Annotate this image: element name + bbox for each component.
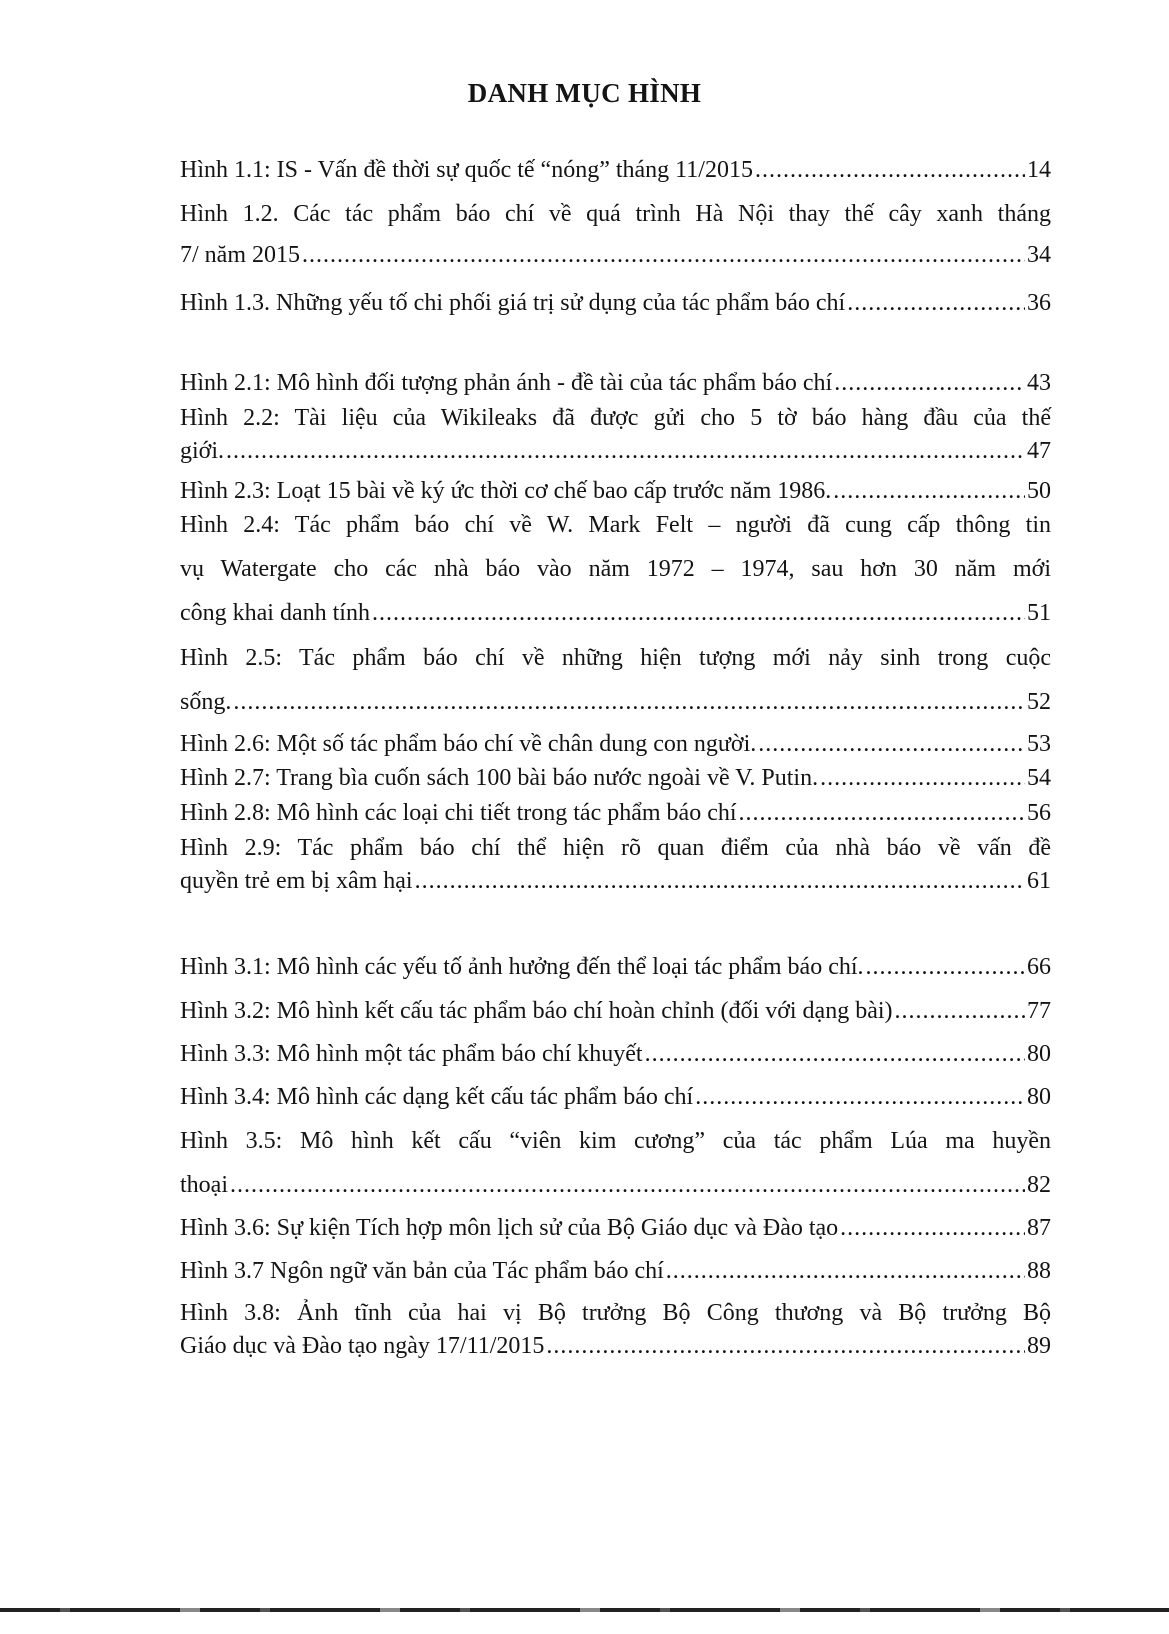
entry-label: giới. [180, 438, 225, 464]
toc-entry[interactable] [180, 370, 1051, 397]
dot-leader [546, 1333, 1025, 1360]
entry-label: Hình 2.7: Trang bìa cuốn sách 100 bài báo nước ngoài về V. Putin. [180, 765, 819, 791]
dot-leader [833, 478, 1025, 505]
dot-leader [372, 600, 1025, 627]
entry-label-line: Hình 3.5: Mô hình kết cấu “viên kim cương” của tác phẩm Lúa ma huyền [180, 1128, 1051, 1154]
dot-leader [820, 765, 1025, 792]
toc-entry[interactable] [180, 731, 1051, 758]
toc-entry[interactable] [180, 645, 1051, 716]
page-number: 66 [1027, 954, 1051, 980]
entry-label-line: Hình 2.5: Tác phẩm báo chí về những hiện tượng mới nảy sinh trong cuộc [180, 645, 1051, 671]
page-number: 89 [1027, 1333, 1051, 1359]
entry-label: Hình 2.1: Mô hình đối tượng phản ánh - đề tài của tác phẩm báo chí [180, 370, 833, 396]
entry-label-line: Hình 3.8: Ảnh tĩnh của hai vị Bộ trưởng Bộ Công thương và Bộ trưởng Bộ [180, 1300, 1051, 1326]
page-title: DANH MỤC HÌNH [467, 78, 702, 108]
page-number: 88 [1027, 1258, 1051, 1284]
page-number: 56 [1027, 800, 1051, 826]
toc-entry[interactable] [180, 1084, 1051, 1111]
page-number: 34 [1027, 242, 1051, 268]
toc-entry[interactable] [180, 1128, 1051, 1199]
dot-leader [666, 1258, 1025, 1285]
dot-leader [230, 1172, 1025, 1199]
entry-label: Hình 3.3: Mô hình một tác phẩm báo chí khuyết [180, 1041, 643, 1067]
toc-entry[interactable] [180, 998, 1051, 1025]
entry-label: 7/ năm 2015 [180, 242, 300, 268]
entry-label: sống. [180, 689, 232, 715]
footer-rule [0, 1608, 1169, 1612]
toc-entry[interactable] [180, 478, 1051, 505]
page-number: 54 [1027, 765, 1051, 791]
page-number: 61 [1027, 868, 1051, 894]
toc-entry[interactable] [180, 765, 1051, 792]
toc-entry[interactable] [180, 1258, 1051, 1285]
toc-entry[interactable] [180, 835, 1051, 895]
toc-entry[interactable] [180, 800, 1051, 827]
toc-entry[interactable] [180, 201, 1051, 269]
entry-label: công khai danh tính [180, 600, 370, 626]
page-number: 47 [1027, 438, 1051, 464]
toc-entry[interactable] [180, 157, 1051, 184]
entry-label-line: Hình 2.2: Tài liệu của Wikileaks đã được gửi cho 5 tờ báo hàng đầu của thế [180, 405, 1051, 431]
page-number: 52 [1027, 689, 1051, 715]
dot-leader [233, 689, 1025, 716]
entry-label-line: Hình 2.4: Tác phẩm báo chí về W. Mark Felt – người đã cung cấp thông tin [180, 512, 1051, 538]
page-number: 80 [1027, 1041, 1051, 1067]
entry-label: Hình 3.2: Mô hình kết cấu tác phẩm báo chí hoàn chỉnh (đối với dạng bài) [180, 998, 893, 1024]
page-number: 82 [1027, 1172, 1051, 1198]
toc-entry[interactable] [180, 954, 1051, 981]
dot-leader [895, 998, 1025, 1025]
entry-label-line: vụ Watergate cho các nhà báo vào năm 1972 – 1974, sau hơn 30 năm mới [180, 556, 1051, 582]
page-number: 43 [1027, 370, 1051, 396]
entry-label-line: Hình 2.9: Tác phẩm báo chí thể hiện rõ quan điểm của nhà báo về vấn đề [180, 835, 1051, 861]
dot-leader [758, 731, 1025, 758]
entry-label: Hình 3.4: Mô hình các dạng kết cấu tác phẩm báo chí [180, 1084, 694, 1110]
toc-entry[interactable] [180, 1215, 1051, 1242]
entry-label: Hình 1.3. Những yếu tố chi phối giá trị sử dụng của tác phẩm báo chí [180, 290, 846, 316]
page-number: 50 [1027, 478, 1051, 504]
dot-leader [302, 242, 1025, 269]
dot-leader [755, 157, 1025, 184]
dot-leader [834, 370, 1025, 397]
page-number: 51 [1027, 600, 1051, 626]
entry-label: Hình 1.1: IS - Vấn đề thời sự quốc tế “nóng” tháng 11/2015 [180, 157, 753, 183]
dot-leader [847, 290, 1025, 317]
dot-leader [866, 954, 1025, 981]
entry-label: Hình 2.3: Loạt 15 bài về ký ức thời cơ chế bao cấp trước năm 1986. [180, 478, 832, 504]
page-number: 14 [1027, 157, 1051, 183]
entry-label: Hình 3.1: Mô hình các yếu tố ảnh hưởng đến thể loại tác phẩm báo chí. [180, 954, 864, 980]
entry-label-line: Hình 1.2. Các tác phẩm báo chí về quá trình Hà Nội thay thế cây xanh tháng [180, 201, 1051, 227]
dot-leader [695, 1084, 1025, 1111]
toc-entry[interactable] [180, 405, 1051, 465]
toc-entry[interactable] [180, 512, 1051, 627]
toc-entry[interactable] [180, 1300, 1051, 1360]
page-number: 80 [1027, 1084, 1051, 1110]
toc-entry[interactable] [180, 1041, 1051, 1068]
page-number: 53 [1027, 731, 1051, 757]
dot-leader [645, 1041, 1025, 1068]
toc-entry[interactable] [180, 290, 1051, 317]
entry-label: Hình 3.7 Ngôn ngữ văn bản của Tác phẩm báo chí [180, 1258, 664, 1284]
entry-label: Hình 2.8: Mô hình các loại chi tiết trong tác phẩm báo chí [180, 800, 737, 826]
dot-leader [415, 868, 1025, 895]
entry-label: quyền trẻ em bị xâm hại [180, 868, 413, 894]
page-number: 77 [1027, 998, 1051, 1024]
dot-leader [226, 438, 1025, 465]
entry-label: Hình 2.6: Một số tác phẩm báo chí về chân dung con người. [180, 731, 757, 757]
dot-leader [840, 1215, 1025, 1242]
entry-label: Hình 3.6: Sự kiện Tích hợp môn lịch sử của Bộ Giáo dục và Đào tạo [180, 1215, 839, 1241]
entry-label: Giáo dục và Đào tạo ngày 17/11/2015 [180, 1333, 545, 1359]
entry-label: thoại [180, 1172, 228, 1198]
page-number: 36 [1027, 290, 1051, 316]
dot-leader [739, 800, 1025, 827]
page-number: 87 [1027, 1215, 1051, 1241]
